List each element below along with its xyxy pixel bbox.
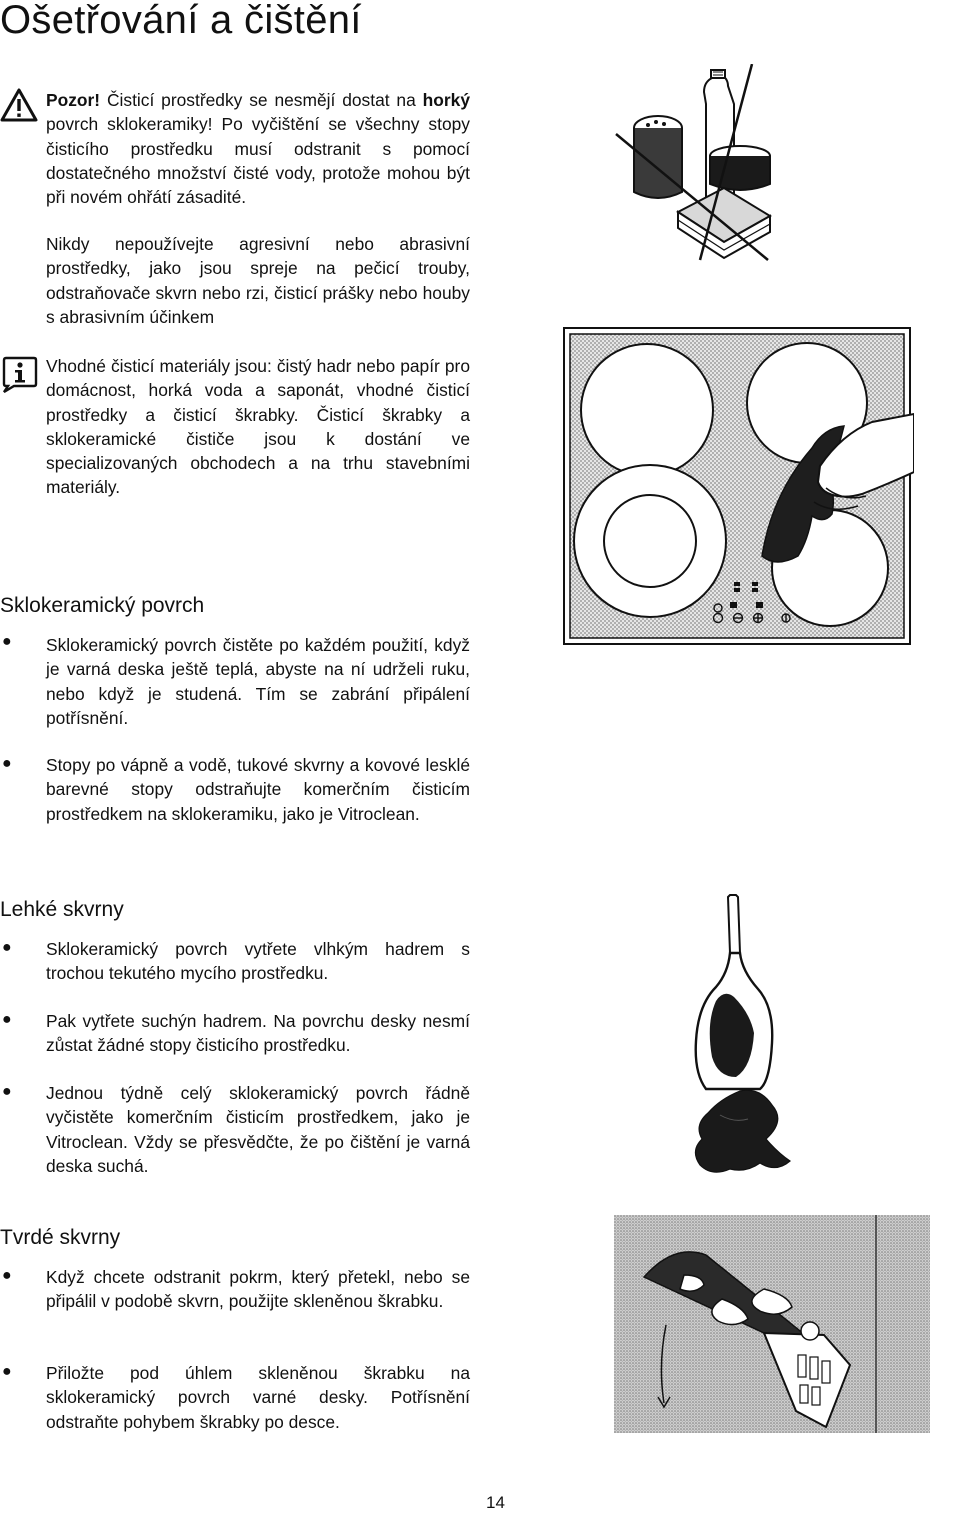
cleaner-bottle-illustration: [690, 893, 806, 1179]
warning-text: Pozor! Čisticí prostředky se nesmějí dostat na horký povrch sklokeramiky! Po vyčištění se všechny stopy čisticího prostředku musí odstranit s pomocí dostatečného množství čisté vody, protože mohou být při novém ohřátí zásadité.: [46, 90, 470, 208]
bullet-icon: ●: [2, 939, 12, 956]
bullet-icon: ●: [2, 1083, 12, 1100]
page-number: 14: [486, 1493, 505, 1512]
bullet-icon: ●: [2, 1363, 12, 1380]
list-item: Jednou týdně celý sklokeramický povrch řádně vyčistěte komerčním čisticím prostředkem, jako je Vitroclean. Vždy se přesvědčte, že po čištění je varná deska suchá.: [46, 1083, 470, 1176]
glass-scraper-illustration: [614, 1215, 930, 1433]
list-item: Sklokeramický povrch vytřete vlhkým hadrem s trochou tekutého mycího prostředku.: [46, 939, 470, 984]
warning-lead: Pozor!: [46, 90, 101, 110]
warning-triangle-icon: [0, 88, 38, 122]
information-icon: [0, 354, 40, 394]
bullet-icon: ●: [2, 633, 12, 650]
crossed-out-abrasive-cleaners-illustration: [612, 64, 772, 264]
section-heading-light-stains: Lehké skvrny: [0, 898, 124, 921]
section-heading-hard-stains: Tvrdé skvrny: [0, 1226, 121, 1249]
info-text: Vhodné čisticí materiály jsou: čistý hadr nebo papír pro domácnost, horká voda a saponát, vhodné čisticí prostředky a čisticí škrabky. Čisticí škrabky a sklokeramické čističe jsou k dostání ve specializovaných obchodech a na trhu stavebními materiály.: [46, 356, 470, 498]
list-item: Pak vytřete suchýn hadrem. Na povrchu desky nesmí zůstat žádné stopy čisticího prostředku.: [46, 1011, 470, 1056]
list-item: Stopy po vápně a vodě, tukové skvrny a kovové lesklé barevné stopy odstraňujte komerčním čisticím prostředkem na sklokeramiku, jako je Vitroclean.: [46, 755, 470, 824]
list-item: Sklokeramický povrch čistěte po každém použití, když je varná deska ještě teplá, abyste na ní udrželi ruku, nebo když je studená. Tím se zabrání připálení potřísnění.: [46, 635, 470, 728]
hob-wiping-illustration: [562, 326, 914, 648]
list-item: Přiložte pod úhlem skleněnou škrabku na sklokeramický povrch varné desky. Potřísnění odstraňte pohybem škrabky po desce.: [46, 1363, 470, 1432]
page-title: Ošetřování a čištění: [0, 0, 362, 42]
no-abrasives-paragraph: Nikdy nepoužívejte agresivní nebo abrasivní prostředky, jako jsou spreje na pečicí trouby, odstraňovače skvrn nebo rzi, čisticí prášky nebo houby s abrasivním účinkem: [46, 234, 470, 327]
warning-emphasis: horký: [422, 90, 470, 110]
section-heading-glass-ceramic: Sklokeramický povrch: [0, 594, 205, 617]
bullet-icon: ●: [2, 755, 12, 772]
bullet-icon: ●: [2, 1267, 12, 1284]
list-item: Když chcete odstranit pokrm, který přetekl, nebo se připálil v podobě skvrn, použijte skleněnou škrabku.: [46, 1267, 470, 1312]
bullet-icon: ●: [2, 1011, 12, 1028]
